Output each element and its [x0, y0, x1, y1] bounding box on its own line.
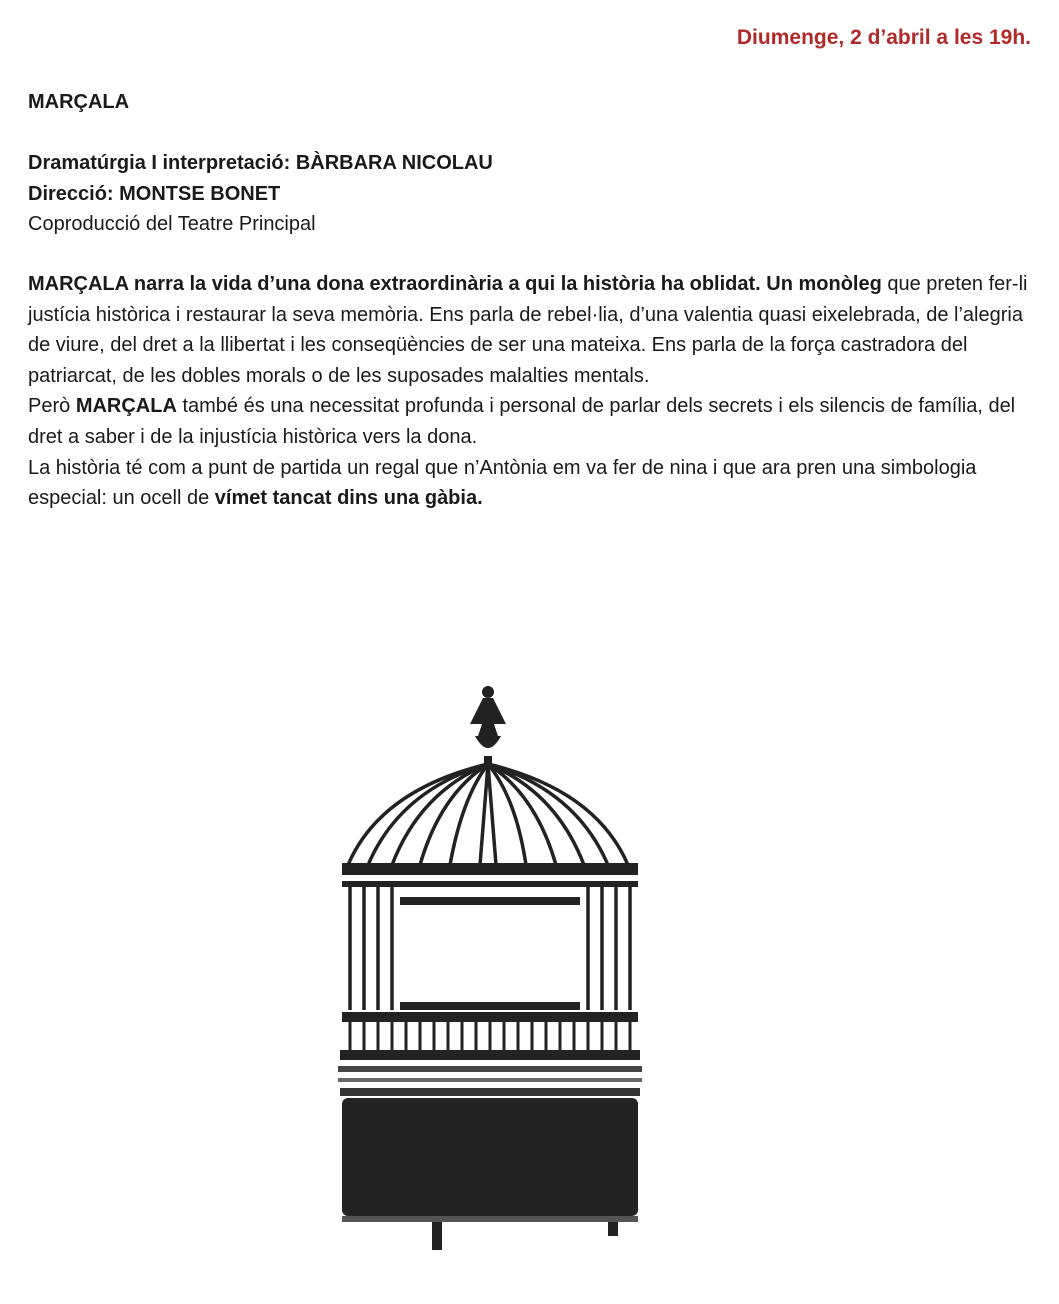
direction-credit: Direcció: MONTSE BONET	[28, 182, 281, 205]
description-paragraph-1	[28, 269, 1032, 391]
birdcage-illustration	[320, 680, 660, 1260]
description-p3-bold: vímet tancat dins una gàbia.	[214, 487, 483, 510]
dramaturgy-credit: Dramatúrgia I interpretació: BÀRBARA NICOLAU	[28, 152, 493, 174]
dome-bars	[348, 764, 628, 865]
description-paragraph-2	[28, 391, 1032, 452]
description-paragraph-3	[28, 453, 1032, 514]
coproduction-credit: Coproducció del Teatre Principal	[28, 213, 316, 236]
description-p1-bold: MARÇALA narra la vida d’una dona extraordinària a qui la història ha oblidat. Un monòleg	[28, 273, 882, 295]
description-p2-pre: Però	[28, 395, 76, 418]
description	[28, 269, 1032, 514]
show-title: MARÇALA	[28, 91, 130, 113]
credits	[28, 148, 1032, 240]
description-p2-bold: MARÇALA	[75, 395, 177, 418]
side-bars	[350, 887, 630, 1010]
description-p2-text: també és una necessitat profunda i personal de parlar dels secrets i els silencis de família, del dret a saber i de la injustícia històrica vers la dona.	[28, 395, 1016, 448]
description-p3-pre: La història té com a punt de partida un regal que n’Antònia em va fer de nina i que ara pren una simbologia especial: un ocell de	[28, 456, 977, 510]
lower-bars	[350, 1022, 630, 1052]
description-p1-text: que preten fer-li justícia històrica i restaurar la seva memòria. Ens parla de rebel·lia, d’una valentia quasi eixelebrada, de l’alegria de viure, del dret a la llibertat i les conseqüències de ser una mateixa. Ens parla de la força castradora del patriarcat, de les dobles morals o de les suposades malalties mentals.	[28, 273, 1028, 387]
event-date: Diumenge, 2 d’abril a les 19h.	[736, 26, 1031, 49]
